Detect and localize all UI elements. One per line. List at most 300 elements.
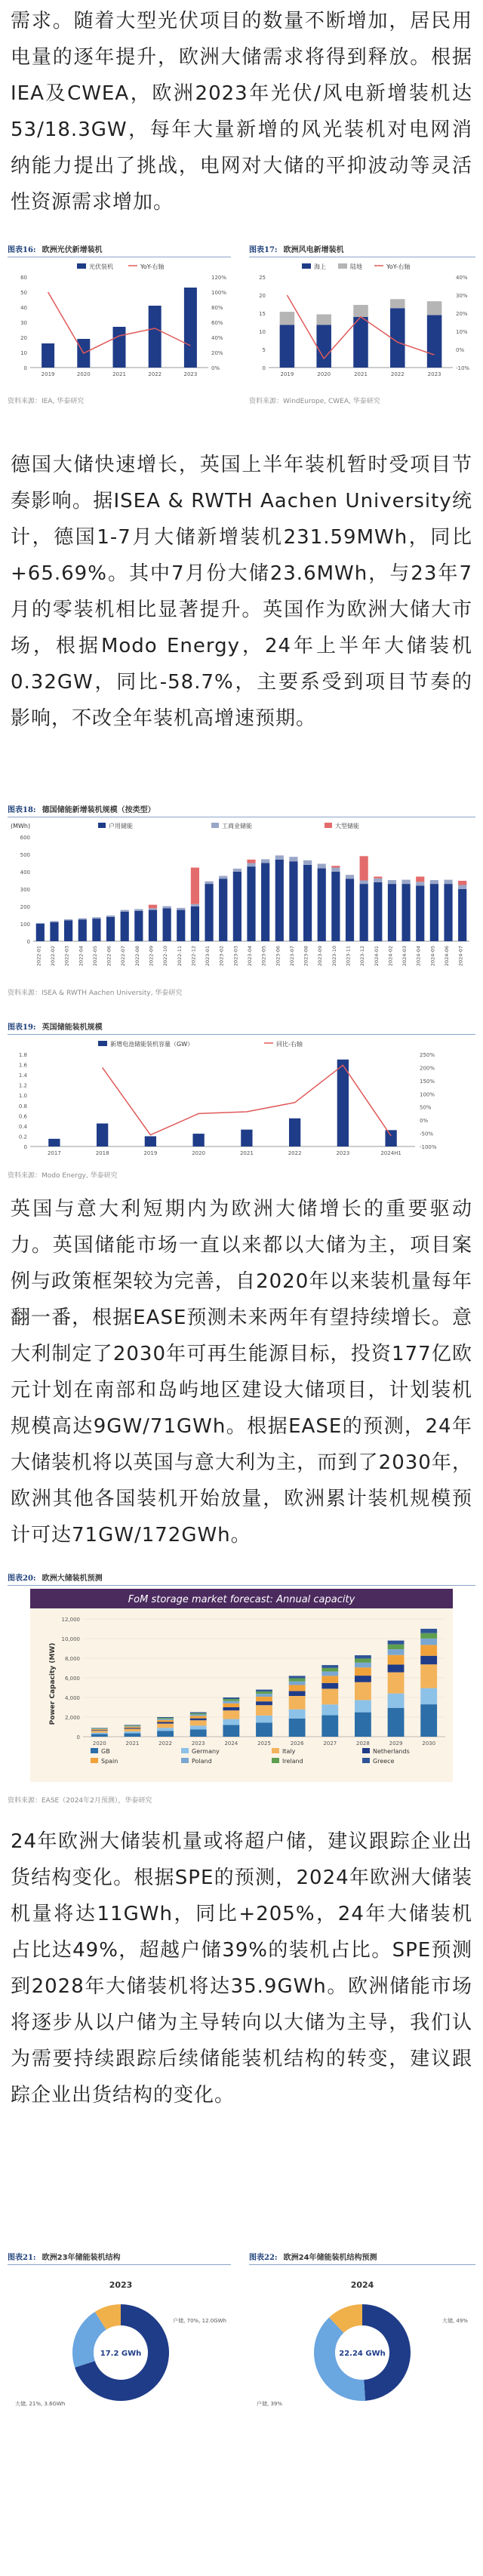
figure-17-source: 资料来源：WindEurope, CWEA, 华泰研究 bbox=[249, 398, 380, 405]
figure-18-source: 资料来源：ISEA & RWTH Aachen University, 华泰研究 bbox=[8, 989, 183, 997]
y-tick-label: 500 bbox=[20, 852, 30, 858]
legend-label-country: Ireland bbox=[282, 1758, 303, 1765]
figure-20-title: 欧洲大储装机预测 bbox=[42, 1574, 103, 1583]
legend-label-country: Netherlands bbox=[373, 1748, 410, 1755]
bar bbox=[184, 288, 197, 368]
bar-onshore bbox=[353, 317, 368, 368]
x-tick-label: 2023 bbox=[191, 1740, 205, 1747]
y2-tick-label: 150% bbox=[420, 1078, 435, 1085]
x-tick-label: 2023-07 bbox=[288, 946, 295, 967]
bar-segment bbox=[355, 1713, 371, 1737]
figure-21-header bbox=[8, 2248, 231, 2265]
legend-label-bess: 新增电池储能装机容量（GW） bbox=[110, 1041, 194, 1048]
bar-segment bbox=[388, 1655, 405, 1665]
bar-segment bbox=[125, 1731, 141, 1733]
legend-label-yoy: 同比-右轴 bbox=[276, 1041, 303, 1048]
x-tick-label: 2020 bbox=[192, 1150, 206, 1156]
bar-home bbox=[219, 879, 227, 941]
bar-segment bbox=[190, 1714, 207, 1716]
bar-ci bbox=[346, 875, 354, 879]
x-tick-label: 2020 bbox=[92, 1740, 106, 1747]
x-tick-label: 2024-02 bbox=[387, 946, 394, 967]
bar-home bbox=[331, 872, 340, 941]
y-tick-label: 4,000 bbox=[64, 1695, 80, 1701]
bar-home bbox=[233, 872, 242, 941]
legend-label-country: Greece bbox=[373, 1758, 395, 1765]
bar-segment bbox=[289, 1691, 306, 1696]
legend-label-offshore: 海上 bbox=[314, 263, 326, 270]
y2-tick-label: -50% bbox=[420, 1131, 434, 1137]
y2-tick-label: 20% bbox=[456, 311, 468, 317]
bar-home bbox=[163, 908, 171, 941]
x-tick-label: 2026 bbox=[290, 1740, 304, 1747]
bar bbox=[113, 327, 126, 368]
x-tick-label: 2022-03 bbox=[63, 946, 70, 967]
figure-17-header bbox=[249, 240, 475, 257]
chart-storage-mix-2024 bbox=[249, 2265, 475, 2416]
x-tick-label: 2024-07 bbox=[457, 946, 464, 967]
figure-20-source: 资料来源：EASE（2024年2月预测），华泰研究 bbox=[8, 1797, 152, 1805]
x-tick-label: 2023-08 bbox=[303, 946, 309, 967]
bar-segment bbox=[420, 1629, 437, 1633]
bar-segment bbox=[223, 1703, 239, 1707]
legend-swatch-country bbox=[272, 1748, 279, 1753]
chart-storage-mix-2023 bbox=[8, 2265, 231, 2416]
bar-segment bbox=[289, 1685, 306, 1691]
bar-segment bbox=[289, 1676, 306, 1678]
figure-19-number: 图表19: bbox=[8, 1023, 36, 1032]
bar-segment bbox=[125, 1726, 141, 1727]
bar-segment bbox=[321, 1672, 338, 1676]
bar-segment bbox=[420, 1639, 437, 1645]
x-tick-label: 2023-12 bbox=[359, 946, 366, 967]
bar-segment bbox=[355, 1658, 371, 1662]
x-tick-label: 2030 bbox=[422, 1740, 436, 1747]
bar-offshore bbox=[353, 305, 368, 317]
bar-segment bbox=[289, 1719, 306, 1737]
legend-label-country: Poland bbox=[192, 1758, 212, 1765]
bar-offshore bbox=[427, 301, 442, 315]
bar-segment bbox=[125, 1725, 141, 1726]
bar-segment bbox=[256, 1697, 272, 1701]
x-tick-label: 2023 bbox=[427, 371, 441, 377]
legend-swatch-onshore bbox=[338, 263, 347, 269]
chart-europe-wind bbox=[249, 257, 475, 390]
bar-ci bbox=[134, 909, 143, 910]
bar bbox=[385, 1130, 396, 1146]
bar-segment bbox=[289, 1710, 306, 1719]
chart-uk-storage bbox=[8, 1035, 475, 1165]
paragraph-germany-uk: 德国大储快速增长，英国上半年装机暂时受项目节奏影响。据ISEA & RWTH Aachen University统计，德国1-7月大储新增装机231.59MWh，同比+65.69%。其中7月份大储23.6MWh，与23年7月的零装机相比显著提升。英国作为欧洲大储大市场，根据Modo Energy，24年上半年大储装机0.32GW，同比-58.7%，主要系受到项目节奏的影响，不改全年装机高增速预期。 bbox=[11, 454, 472, 730]
legend-label-pv: 光伏装机 bbox=[89, 263, 113, 270]
y-tick-label: 2,000 bbox=[64, 1715, 80, 1721]
bar-segment bbox=[388, 1708, 405, 1737]
y2-tick-label: 40% bbox=[456, 275, 468, 281]
bar-segment bbox=[355, 1700, 371, 1712]
bar-segment bbox=[256, 1691, 272, 1694]
bar-segment bbox=[321, 1704, 338, 1715]
bar-segment bbox=[190, 1713, 207, 1715]
figure-22 bbox=[249, 2248, 475, 2419]
bar-segment bbox=[125, 1729, 141, 1731]
figure-17 bbox=[249, 240, 475, 405]
bar-home bbox=[106, 917, 115, 941]
bar-home bbox=[64, 920, 72, 941]
bar-segment bbox=[355, 1682, 371, 1700]
x-tick-label: 2022-11 bbox=[176, 946, 183, 967]
y-tick-label: 8,000 bbox=[64, 1656, 80, 1662]
legend-swatch-offshore bbox=[302, 263, 311, 269]
figure-18-number: 图表18: bbox=[8, 806, 36, 814]
bar-segment bbox=[157, 1718, 174, 1719]
x-tick-label: 2021 bbox=[354, 371, 368, 377]
x-tick-label: 2022-07 bbox=[120, 946, 127, 967]
y-tick-label: 100 bbox=[20, 922, 30, 928]
bar-home bbox=[191, 906, 199, 941]
bar-ci bbox=[78, 919, 87, 920]
bar-home bbox=[121, 912, 129, 941]
bar-home bbox=[134, 911, 143, 941]
y-tick-label: 20 bbox=[259, 293, 266, 299]
x-tick-label: 2022-05 bbox=[91, 946, 98, 967]
bar bbox=[149, 306, 162, 368]
bar-segment bbox=[289, 1682, 306, 1685]
bar-ci bbox=[36, 923, 45, 924]
y-tick-label: 600 bbox=[20, 835, 30, 841]
bar bbox=[48, 1139, 60, 1146]
x-tick-label: 2020 bbox=[76, 371, 91, 377]
bar-large bbox=[247, 860, 255, 863]
figure-19 bbox=[8, 1017, 475, 1180]
bar-segment bbox=[321, 1668, 338, 1672]
bar-segment bbox=[157, 1720, 174, 1722]
bar-segment bbox=[157, 1719, 174, 1720]
bar-ci bbox=[163, 906, 171, 909]
y-tick-label: 0 bbox=[23, 1144, 27, 1150]
y2-tick-label: -100% bbox=[420, 1144, 437, 1150]
y2-tick-label: 20% bbox=[211, 350, 223, 356]
bar-home bbox=[388, 884, 396, 941]
figure-16-source: 资料来源：IEA, 华泰研究 bbox=[8, 398, 85, 405]
chart-germany-storage bbox=[8, 817, 475, 982]
bar-ci bbox=[233, 869, 242, 872]
x-tick-label: 2022 bbox=[390, 371, 405, 377]
figure-17-title: 欧洲风电新增装机 bbox=[283, 246, 344, 254]
y-tick-label: 6,000 bbox=[64, 1676, 80, 1682]
donut-year: 2023 bbox=[109, 2280, 133, 2290]
bar-ci bbox=[149, 908, 157, 909]
x-tick-label: 2021 bbox=[239, 1150, 254, 1156]
y-tick-label: 0.8 bbox=[18, 1103, 27, 1109]
y2-tick-label: 100% bbox=[211, 290, 227, 296]
y-tick-label: 12,000 bbox=[61, 1617, 80, 1623]
bar-segment bbox=[157, 1728, 174, 1731]
y-tick-label: 5 bbox=[262, 347, 266, 353]
bar-large bbox=[416, 876, 424, 882]
bar-segment bbox=[256, 1716, 272, 1722]
figure-21-number: 图表21: bbox=[8, 2254, 36, 2262]
x-tick-label: 2019 bbox=[41, 371, 55, 377]
y-tick-label: 10,000 bbox=[61, 1636, 80, 1642]
x-tick-label: 2024-01 bbox=[373, 946, 380, 967]
legend-label-ci: 工商业储能 bbox=[222, 823, 252, 829]
x-tick-label: 2022-01 bbox=[35, 946, 42, 967]
bar-segment bbox=[256, 1694, 272, 1697]
bar-ci bbox=[374, 879, 382, 882]
bar-segment bbox=[157, 1717, 174, 1718]
x-tick-label: 2023-06 bbox=[275, 946, 281, 967]
x-tick-label: 2022-09 bbox=[148, 946, 155, 967]
bar-ci bbox=[318, 863, 326, 868]
y-tick-label: 40 bbox=[20, 305, 27, 311]
x-tick-label: 2020 bbox=[317, 371, 331, 377]
figure-19-header bbox=[8, 1017, 475, 1035]
bar-segment bbox=[91, 1734, 108, 1737]
bar-home bbox=[92, 919, 100, 941]
bar-segment bbox=[223, 1725, 239, 1737]
bar-segment bbox=[256, 1705, 272, 1716]
bar-home bbox=[374, 882, 382, 941]
bar-segment bbox=[125, 1727, 141, 1728]
bar-segment bbox=[223, 1701, 239, 1703]
bar-home bbox=[78, 919, 87, 941]
bar-offshore bbox=[316, 314, 331, 325]
bar-home bbox=[318, 868, 326, 941]
bar-segment bbox=[388, 1645, 405, 1649]
y2-tick-label: 60% bbox=[211, 320, 223, 326]
bar-ci bbox=[261, 859, 269, 863]
x-tick-label: 2024-03 bbox=[401, 946, 408, 967]
bar-ci bbox=[402, 880, 411, 885]
bar-segment bbox=[256, 1690, 272, 1691]
y-tick-label: 0 bbox=[26, 939, 30, 945]
bar-segment bbox=[388, 1649, 405, 1655]
bar-segment bbox=[355, 1676, 371, 1682]
bar-segment bbox=[355, 1667, 371, 1676]
legend-swatch-ci bbox=[211, 823, 219, 828]
bar-segment bbox=[91, 1730, 108, 1731]
y-axis-label: Power Capacity (MW) bbox=[49, 1642, 57, 1725]
x-tick-label: 2022-12 bbox=[190, 946, 197, 967]
bar-home bbox=[275, 860, 284, 941]
y-tick-label: 200 bbox=[20, 904, 30, 910]
bar-segment bbox=[420, 1656, 437, 1664]
legend-swatch-country bbox=[91, 1748, 98, 1753]
figure-16-number: 图表16: bbox=[8, 246, 36, 254]
bar-ci bbox=[247, 863, 255, 867]
x-tick-label: 2023-04 bbox=[247, 946, 253, 967]
bar-segment bbox=[91, 1728, 108, 1729]
y2-tick-label: 120% bbox=[211, 275, 227, 281]
y2-tick-label: 250% bbox=[420, 1052, 435, 1058]
bar-ci bbox=[106, 916, 115, 917]
x-tick-label: 2018 bbox=[95, 1150, 109, 1156]
bar-ci bbox=[205, 882, 213, 884]
y-tick-label: 0.4 bbox=[18, 1123, 27, 1130]
bar-segment bbox=[289, 1696, 306, 1710]
x-tick-label: 2022 bbox=[288, 1150, 302, 1156]
bar-home bbox=[303, 865, 312, 941]
y-tick-label: 0 bbox=[76, 1734, 80, 1740]
bar-ci bbox=[219, 876, 227, 879]
bar bbox=[289, 1119, 300, 1146]
y2-tick-label: 0% bbox=[211, 365, 220, 371]
legend-swatch-country bbox=[272, 1758, 279, 1763]
x-tick-label: 2023 bbox=[183, 371, 198, 377]
x-tick-label: 2023 bbox=[336, 1150, 350, 1156]
x-tick-label: 2028 bbox=[355, 1740, 370, 1747]
y-tick-label: 400 bbox=[20, 869, 30, 876]
bar-segment bbox=[190, 1729, 207, 1737]
bar bbox=[241, 1130, 252, 1146]
legend-label-country: Spain bbox=[101, 1758, 118, 1765]
legend-label-country: GB bbox=[101, 1748, 110, 1755]
bar-segment bbox=[256, 1722, 272, 1737]
bar-large bbox=[191, 867, 199, 903]
bar-segment bbox=[420, 1704, 437, 1737]
chart-ease-forecast bbox=[8, 1586, 475, 1790]
x-tick-label: 2022-06 bbox=[106, 946, 112, 967]
y-tick-label: 0.2 bbox=[18, 1134, 27, 1140]
bar-home bbox=[289, 861, 297, 941]
bar-segment bbox=[190, 1725, 207, 1729]
bar-segment bbox=[223, 1707, 239, 1710]
x-tick-label: 2024-06 bbox=[444, 946, 451, 967]
x-tick-label: 2019 bbox=[280, 371, 294, 377]
bar-segment bbox=[223, 1710, 239, 1719]
bar-segment bbox=[388, 1694, 405, 1708]
x-tick-label: 2025 bbox=[257, 1740, 271, 1747]
legend-swatch-country bbox=[362, 1758, 370, 1763]
bar-segment bbox=[157, 1731, 174, 1737]
x-tick-label: 2022-08 bbox=[134, 946, 140, 967]
bar-segment bbox=[321, 1676, 338, 1682]
y-tick-label: 1.6 bbox=[18, 1062, 27, 1069]
y-tick-label: 60 bbox=[20, 275, 27, 281]
bar-ci bbox=[191, 904, 199, 906]
y2-tick-label: 0% bbox=[456, 347, 465, 353]
bar-ci bbox=[121, 910, 129, 912]
bar-ci bbox=[444, 880, 452, 885]
figure-18 bbox=[8, 800, 475, 997]
y-tick-label: 0 bbox=[23, 365, 27, 371]
y2-tick-label: 10% bbox=[456, 329, 468, 335]
legend-label-country: Italy bbox=[282, 1748, 296, 1755]
figure-17-number: 图表17: bbox=[249, 246, 278, 254]
legend-swatch-country bbox=[91, 1758, 98, 1763]
legend-swatch-pv bbox=[77, 263, 86, 269]
bar-ci bbox=[64, 919, 72, 920]
figure-22-header bbox=[249, 2248, 475, 2265]
donut-label: 户储, 70%, 12.0GWh bbox=[173, 2318, 226, 2324]
donut-label: 大储, 21%, 3.6GWh bbox=[15, 2401, 66, 2407]
y-tick-label: 1.2 bbox=[18, 1082, 27, 1089]
bar-ci bbox=[177, 908, 185, 910]
bar-ci bbox=[331, 867, 340, 872]
bar-home bbox=[261, 863, 269, 942]
bar-home bbox=[402, 884, 411, 941]
bar-segment bbox=[355, 1655, 371, 1658]
bar-segment bbox=[388, 1641, 405, 1645]
x-tick-label: 2023-11 bbox=[345, 946, 352, 967]
figure-21-title: 欧洲23年储能装机结构 bbox=[42, 2254, 121, 2262]
figure-16-title: 欧洲光伏新增装机 bbox=[42, 246, 103, 254]
x-tick-label: 2023-02 bbox=[218, 946, 225, 967]
figure-18-title: 德国储能新增装机规模（按类型） bbox=[42, 806, 155, 814]
bar-ci bbox=[458, 885, 466, 889]
x-tick-label: 2024-05 bbox=[429, 946, 436, 967]
legend-label-yoy: YoY-右轴 bbox=[140, 263, 165, 270]
bar-segment bbox=[388, 1664, 405, 1672]
legend-label-large: 大型储能 bbox=[335, 823, 359, 829]
y-tick-label: 50 bbox=[20, 290, 27, 296]
donut-center-label: 22.24 GWh bbox=[339, 2350, 386, 2358]
x-tick-label: 2023-03 bbox=[232, 946, 239, 967]
bar-home bbox=[205, 884, 213, 941]
y-tick-label: 300 bbox=[20, 887, 30, 893]
bar bbox=[337, 1060, 349, 1146]
bar-ci bbox=[388, 880, 396, 884]
bar-offshore bbox=[280, 312, 295, 325]
bar-onshore bbox=[427, 315, 442, 368]
bar-segment bbox=[190, 1716, 207, 1718]
legend-swatch-home bbox=[98, 823, 106, 828]
bar-home bbox=[149, 910, 157, 941]
figure-19-source: 资料来源：Modo Energy, 华泰研究 bbox=[8, 1172, 118, 1180]
bar-segment bbox=[157, 1722, 174, 1724]
x-tick-label: 2021 bbox=[112, 371, 126, 377]
bar-segment bbox=[91, 1729, 108, 1730]
bar-home bbox=[430, 884, 438, 941]
figure-20-number: 图表20: bbox=[8, 1574, 36, 1583]
bar-ci bbox=[92, 917, 100, 919]
bar-ci bbox=[430, 880, 438, 884]
y-tick-label: 30 bbox=[20, 320, 27, 326]
legend-label-home: 户用储能 bbox=[109, 823, 133, 829]
y2-tick-label: 0% bbox=[420, 1118, 429, 1125]
bar-segment bbox=[420, 1688, 437, 1704]
y-tick-label: 15 bbox=[259, 311, 266, 317]
bar-home bbox=[177, 910, 185, 941]
legend-swatch-large bbox=[325, 823, 332, 828]
legend-label-onshore: 陆地 bbox=[350, 263, 362, 270]
legend-label-country: Germany bbox=[192, 1748, 220, 1755]
paragraph-fom-vs-home: 24年欧洲大储装机量或将超户储，建议跟踪企业出货结构变化。根据SPE的预测，2024年欧洲大储装机量将达11GWh，同比+205%，24年大储装机占比达49%，超越户储39%的装机占比。SPE预测到2028年大储装机将达35.9GWh。欧洲储能市场将逐步从以户储为主导转向以大储为主导，我们认为需要持续跟踪后续储能装机结构的转变，建议跟踪企业出货结构的变化。 bbox=[11, 1830, 472, 2107]
x-tick-label: 2023-09 bbox=[317, 946, 324, 967]
bar-segment bbox=[190, 1720, 207, 1725]
y2-tick-label: 30% bbox=[456, 293, 468, 299]
bar-onshore bbox=[316, 325, 331, 368]
x-tick-label: 2017 bbox=[47, 1150, 61, 1156]
bar-onshore bbox=[280, 325, 295, 368]
paragraph-europe-demand: 需求。随着大型光伏项目的数量不断增加，居民用电量的逐年提升，欧洲大储需求将得到释放。根据IEA及CWEA，欧洲2023年光伏/风电新增装机达53/18.3GW，每年大量新增的风光装机对电网消纳能力提出了挑战，电网对大储的平抑波动等灵活性资源需求增加。 bbox=[11, 10, 472, 214]
donut-year: 2024 bbox=[350, 2280, 374, 2290]
donut-center-label: 17.2 GWh bbox=[100, 2350, 142, 2358]
x-tick-label: 2022-04 bbox=[78, 946, 85, 967]
bar-large bbox=[374, 876, 382, 878]
x-tick-label: 2023-10 bbox=[331, 946, 337, 967]
bar-ci bbox=[416, 882, 424, 885]
figure-19-title: 英国储能装机规模 bbox=[42, 1023, 103, 1032]
legend-swatch-country bbox=[362, 1748, 370, 1753]
bar-home bbox=[360, 884, 368, 941]
bar-segment bbox=[91, 1731, 108, 1733]
bar bbox=[97, 1124, 108, 1147]
y2-tick-label: 50% bbox=[420, 1104, 432, 1111]
bar-segment bbox=[388, 1673, 405, 1694]
bar-ci bbox=[275, 855, 284, 860]
x-tick-label: 2023-05 bbox=[260, 946, 267, 967]
